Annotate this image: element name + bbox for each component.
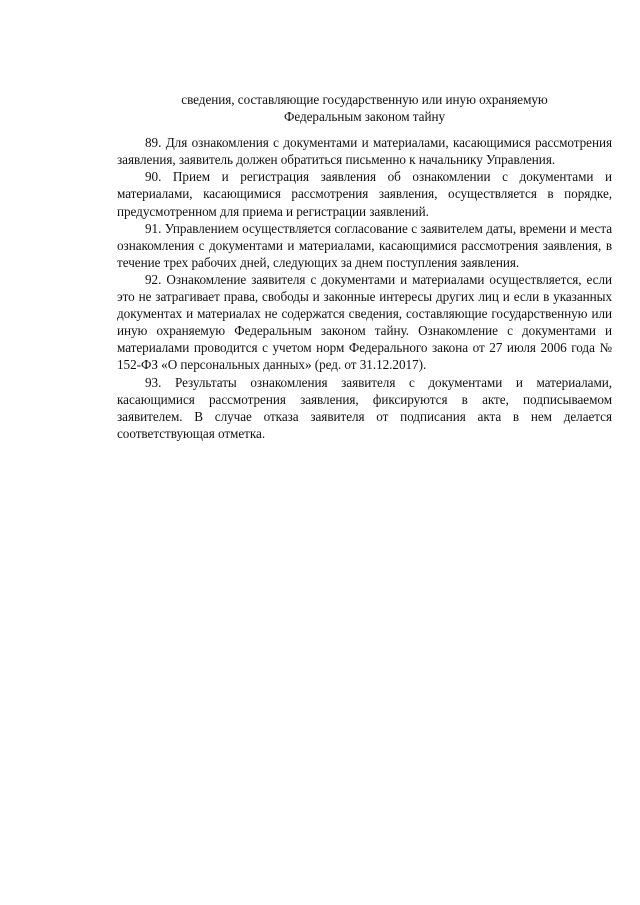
paragraph-89-text: 89. Для ознакомления с документами и материалами, касающимися рассмотрения заявления, заявитель должен обратиться письменно к начальнику Управления. xyxy=(117,135,612,168)
paragraph-89 xyxy=(117,134,612,168)
paragraph-91 xyxy=(117,220,612,271)
paragraph-91-text: 91. Управлением осуществляется согласование с заявителем даты, времени и места ознакомления с документами и материалами, касающимися рассмотрения заявления, в течение трех рабочих дней, следующих за днем поступления заявления. xyxy=(117,220,612,270)
paragraph-92 xyxy=(117,271,612,374)
paragraph-92-text: 92. Ознакомление заявителя с документами и материалами осуществляется, если это не затрагивает права, свободы и законные интересы других лиц и если в указанных документах и материалах не содержатся сведения, составляющие государственную или иную охраняемую Федеральным законом тайну. Ознакомление с документами и материалами проводится с учетом норм Федерального закона от 27 июля 2006 года № 152-ФЗ «О персональных данных» (ред. от 31.12.2017). xyxy=(117,271,612,373)
paragraph-93-text: 93. Результаты ознакомления заявителя с документами и материалами, касающимися рассмотрения заявления, фиксируются в акте, подписываемом заявителем. В случае отказа заявителя от подписания акта в нем делается соответствующая отметка. xyxy=(117,374,612,441)
section-heading xyxy=(117,91,612,125)
paragraph-90 xyxy=(117,168,612,219)
document-body xyxy=(117,91,612,442)
paragraph-93 xyxy=(117,374,612,442)
section-heading-line-1: сведения, составляющие государственную или иную охраняемую xyxy=(181,92,548,107)
section-heading-line-2: Федеральным законом тайну xyxy=(283,109,446,125)
spacer xyxy=(117,125,612,134)
paragraph-90-text: 90. Прием и регистрация заявления об ознакомлении с документами и материалами, касающимися рассмотрения заявления, осуществляется в порядке, предусмотренном для приема и регистрации заявлений. xyxy=(117,169,612,219)
